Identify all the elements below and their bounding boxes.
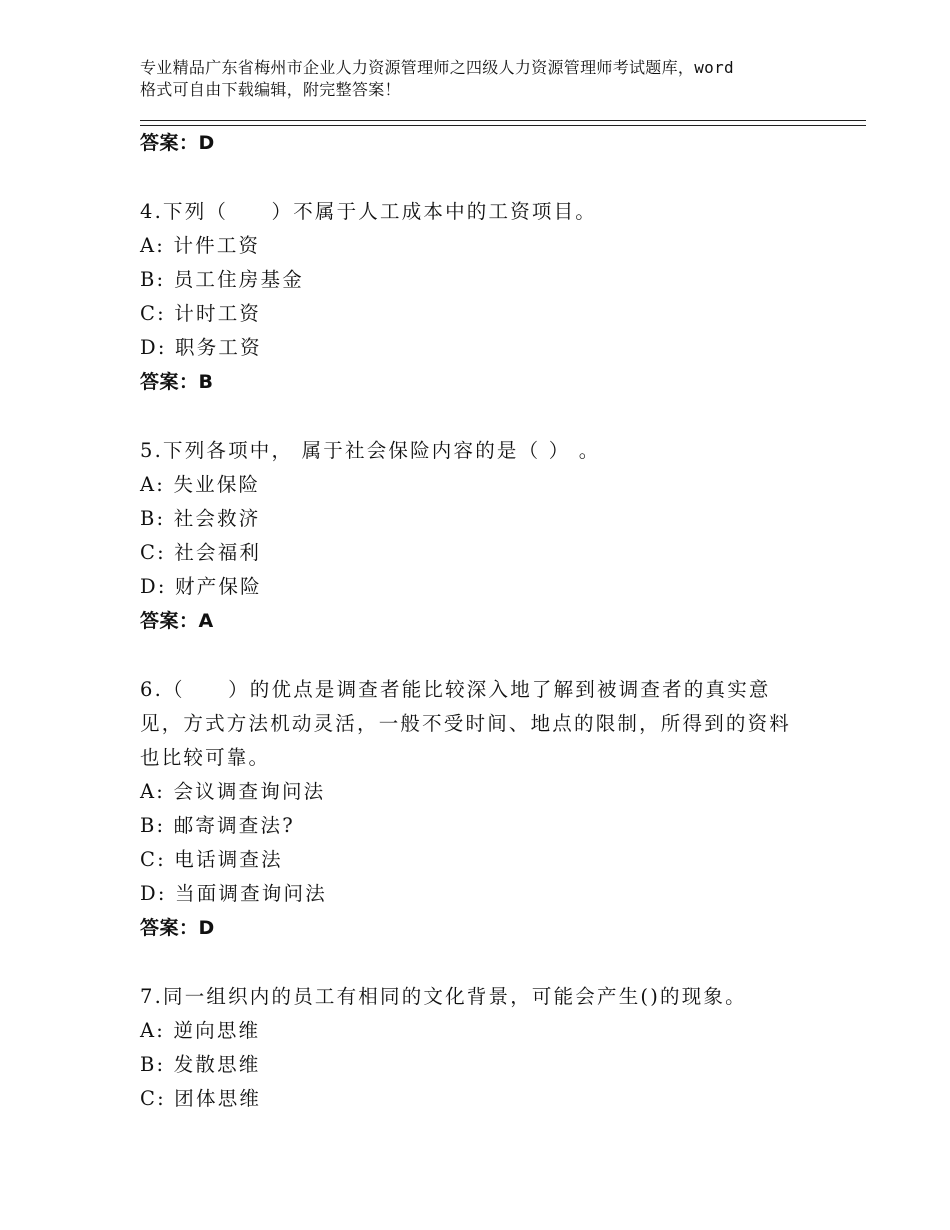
header-line-1: 专业精品广东省梅州市企业人力资源管理师之四级人力资源管理师考试题库，word <box>140 58 734 77</box>
question-5-text: 5.下列各项中， 属于社会保险内容的是（ ） 。 <box>140 439 601 462</box>
question-4-option-c: C: 计时工资 <box>140 302 262 325</box>
previous-answer: 答案：D <box>140 132 215 154</box>
question-7-option-a: A: 逆向思维 <box>140 1019 261 1042</box>
question-6-text-line-3: 也比较可靠。 <box>140 746 271 769</box>
question-5-option-b: B: 社会救济 <box>140 507 261 530</box>
question-6-option-d: D: 当面调查询问法 <box>140 882 327 905</box>
question-6-text-line-1: 6.（ ）的优点是调查者能比较深入地了解到被调查者的真实意 <box>140 678 771 701</box>
question-6-text-line-2: 见，方式方法机动灵活，一般不受时间、地点的限制，所得到的资料 <box>140 712 792 735</box>
document-header <box>140 57 830 101</box>
question-7-option-b: B: 发散思维 <box>140 1053 261 1076</box>
question-4-answer: 答案：B <box>140 371 214 393</box>
question-4-option-b: B: 员工住房基金 <box>140 268 304 291</box>
question-6-option-a: A: 会议调查询问法 <box>140 780 326 803</box>
question-6-answer: 答案：D <box>140 917 215 939</box>
question-7-text: 7.同一组织内的员工有相同的文化背景，可能会产生()的现象。 <box>140 985 747 1008</box>
question-4-option-d: D: 职务工资 <box>140 336 262 359</box>
question-4-text: 4.下列（ ）不属于人工成本中的工资项目。 <box>140 200 598 223</box>
header-divider <box>140 120 866 126</box>
header-line-2: 格式可自由下载编辑，附完整答案！ <box>140 80 401 99</box>
question-7-option-c: C: 团体思维 <box>140 1087 262 1110</box>
question-6-option-b: B: 邮寄调查法? <box>140 814 295 837</box>
question-5-answer: 答案：A <box>140 610 214 632</box>
question-6-option-c: C: 电话调查法 <box>140 848 283 871</box>
question-5-option-a: A: 失业保险 <box>140 473 261 496</box>
question-4-option-a: A: 计件工资 <box>140 234 261 257</box>
question-5-option-d: D: 财产保险 <box>140 575 262 598</box>
question-5-option-c: C: 社会福利 <box>140 541 262 564</box>
